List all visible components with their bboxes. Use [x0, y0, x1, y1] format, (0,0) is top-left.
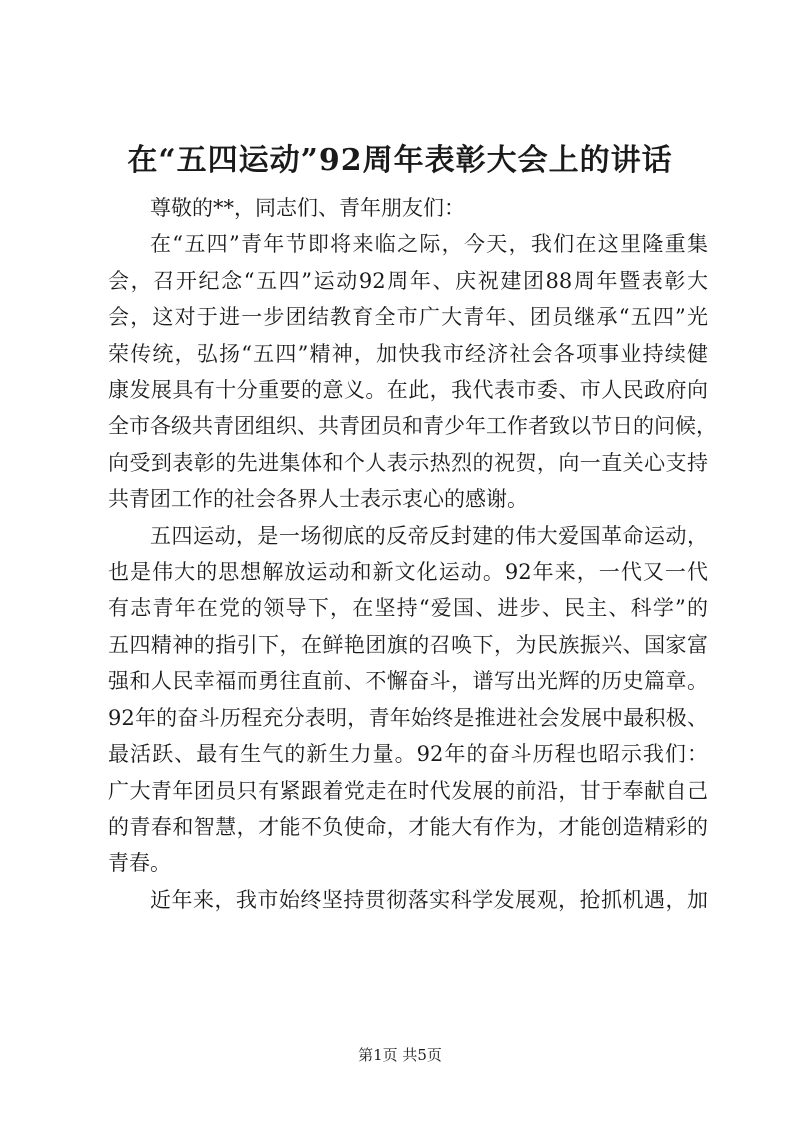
salutation-line: 尊敬的**，同志们、青年朋友们：	[150, 196, 465, 220]
paragraph-line: 会，这对于进一步团结教育全市广大青年、团员继承“五四”光	[108, 305, 708, 330]
paragraph-line: 青春。	[108, 851, 171, 876]
paragraph-line: 全市各级共青团组织、共青团员和青少年工作者致以节日的问候，	[108, 414, 717, 439]
paragraph-line: 强和人民幸福而勇往直前、不懈奋斗，谱写出光辉的历史篇章。	[108, 669, 708, 694]
document-body	[108, 190, 717, 918]
salutation	[108, 190, 708, 226]
paragraph-line: 92年的奋斗历程充分表明，青年始终是推进社会发展中最积极、	[108, 705, 708, 730]
paragraph-line: 五四精神的指引下，在鲜艳团旗的召唤下，为民族振兴、国家富	[108, 632, 708, 657]
paragraph-2	[108, 518, 708, 882]
paragraph-line: 在“五四”青年节即将来临之际，今天，我们在这里隆重集	[150, 232, 708, 257]
page-number-footer: 第1页 共5页	[358, 1046, 442, 1064]
paragraph-3	[108, 882, 708, 918]
paragraph-line: 会，召开纪念“五四”运动92周年、庆祝建团88周年暨表彰大	[108, 268, 708, 293]
paragraph-line: 近年来，我市始终坚持贯彻落实科学发展观，抢抓机遇，加	[150, 887, 708, 912]
paragraph-line: 向受到表彰的先进集体和个人表示热烈的祝贺，向一直关心支持	[108, 450, 708, 475]
paragraph-line: 荣传统，弘扬“五四”精神，加快我市经济社会各项事业持续健	[108, 341, 708, 366]
paragraph-1	[108, 226, 717, 517]
paragraph-line: 最活跃、最有生气的新生力量。92年的奋斗历程也昭示我们：	[108, 742, 708, 767]
paragraph-line: 五四运动，是一场彻底的反帝反封建的伟大爱国革命运动，	[150, 523, 708, 548]
paragraph-line: 广大青年团员只有紧跟着党走在时代发展的前沿，甘于奉献自己	[108, 778, 708, 803]
paragraph-line: 也是伟大的思想解放运动和新文化运动。92年来，一代又一代	[108, 560, 708, 585]
paragraph-line: 有志青年在党的领导下，在坚持“爱国、进步、民主、科学”的	[108, 596, 708, 621]
paragraph-line: 的青春和智慧，才能不负使命，才能大有作为，才能创造精彩的	[108, 814, 708, 839]
page-title: 在“五四运动”92周年表彰大会上的讲话	[127, 143, 673, 178]
paragraph-line: 共青团工作的社会各界人士表示衷心的感谢。	[108, 487, 528, 512]
paragraph-line: 康发展具有十分重要的意义。在此，我代表市委、市人民政府向	[108, 378, 708, 403]
